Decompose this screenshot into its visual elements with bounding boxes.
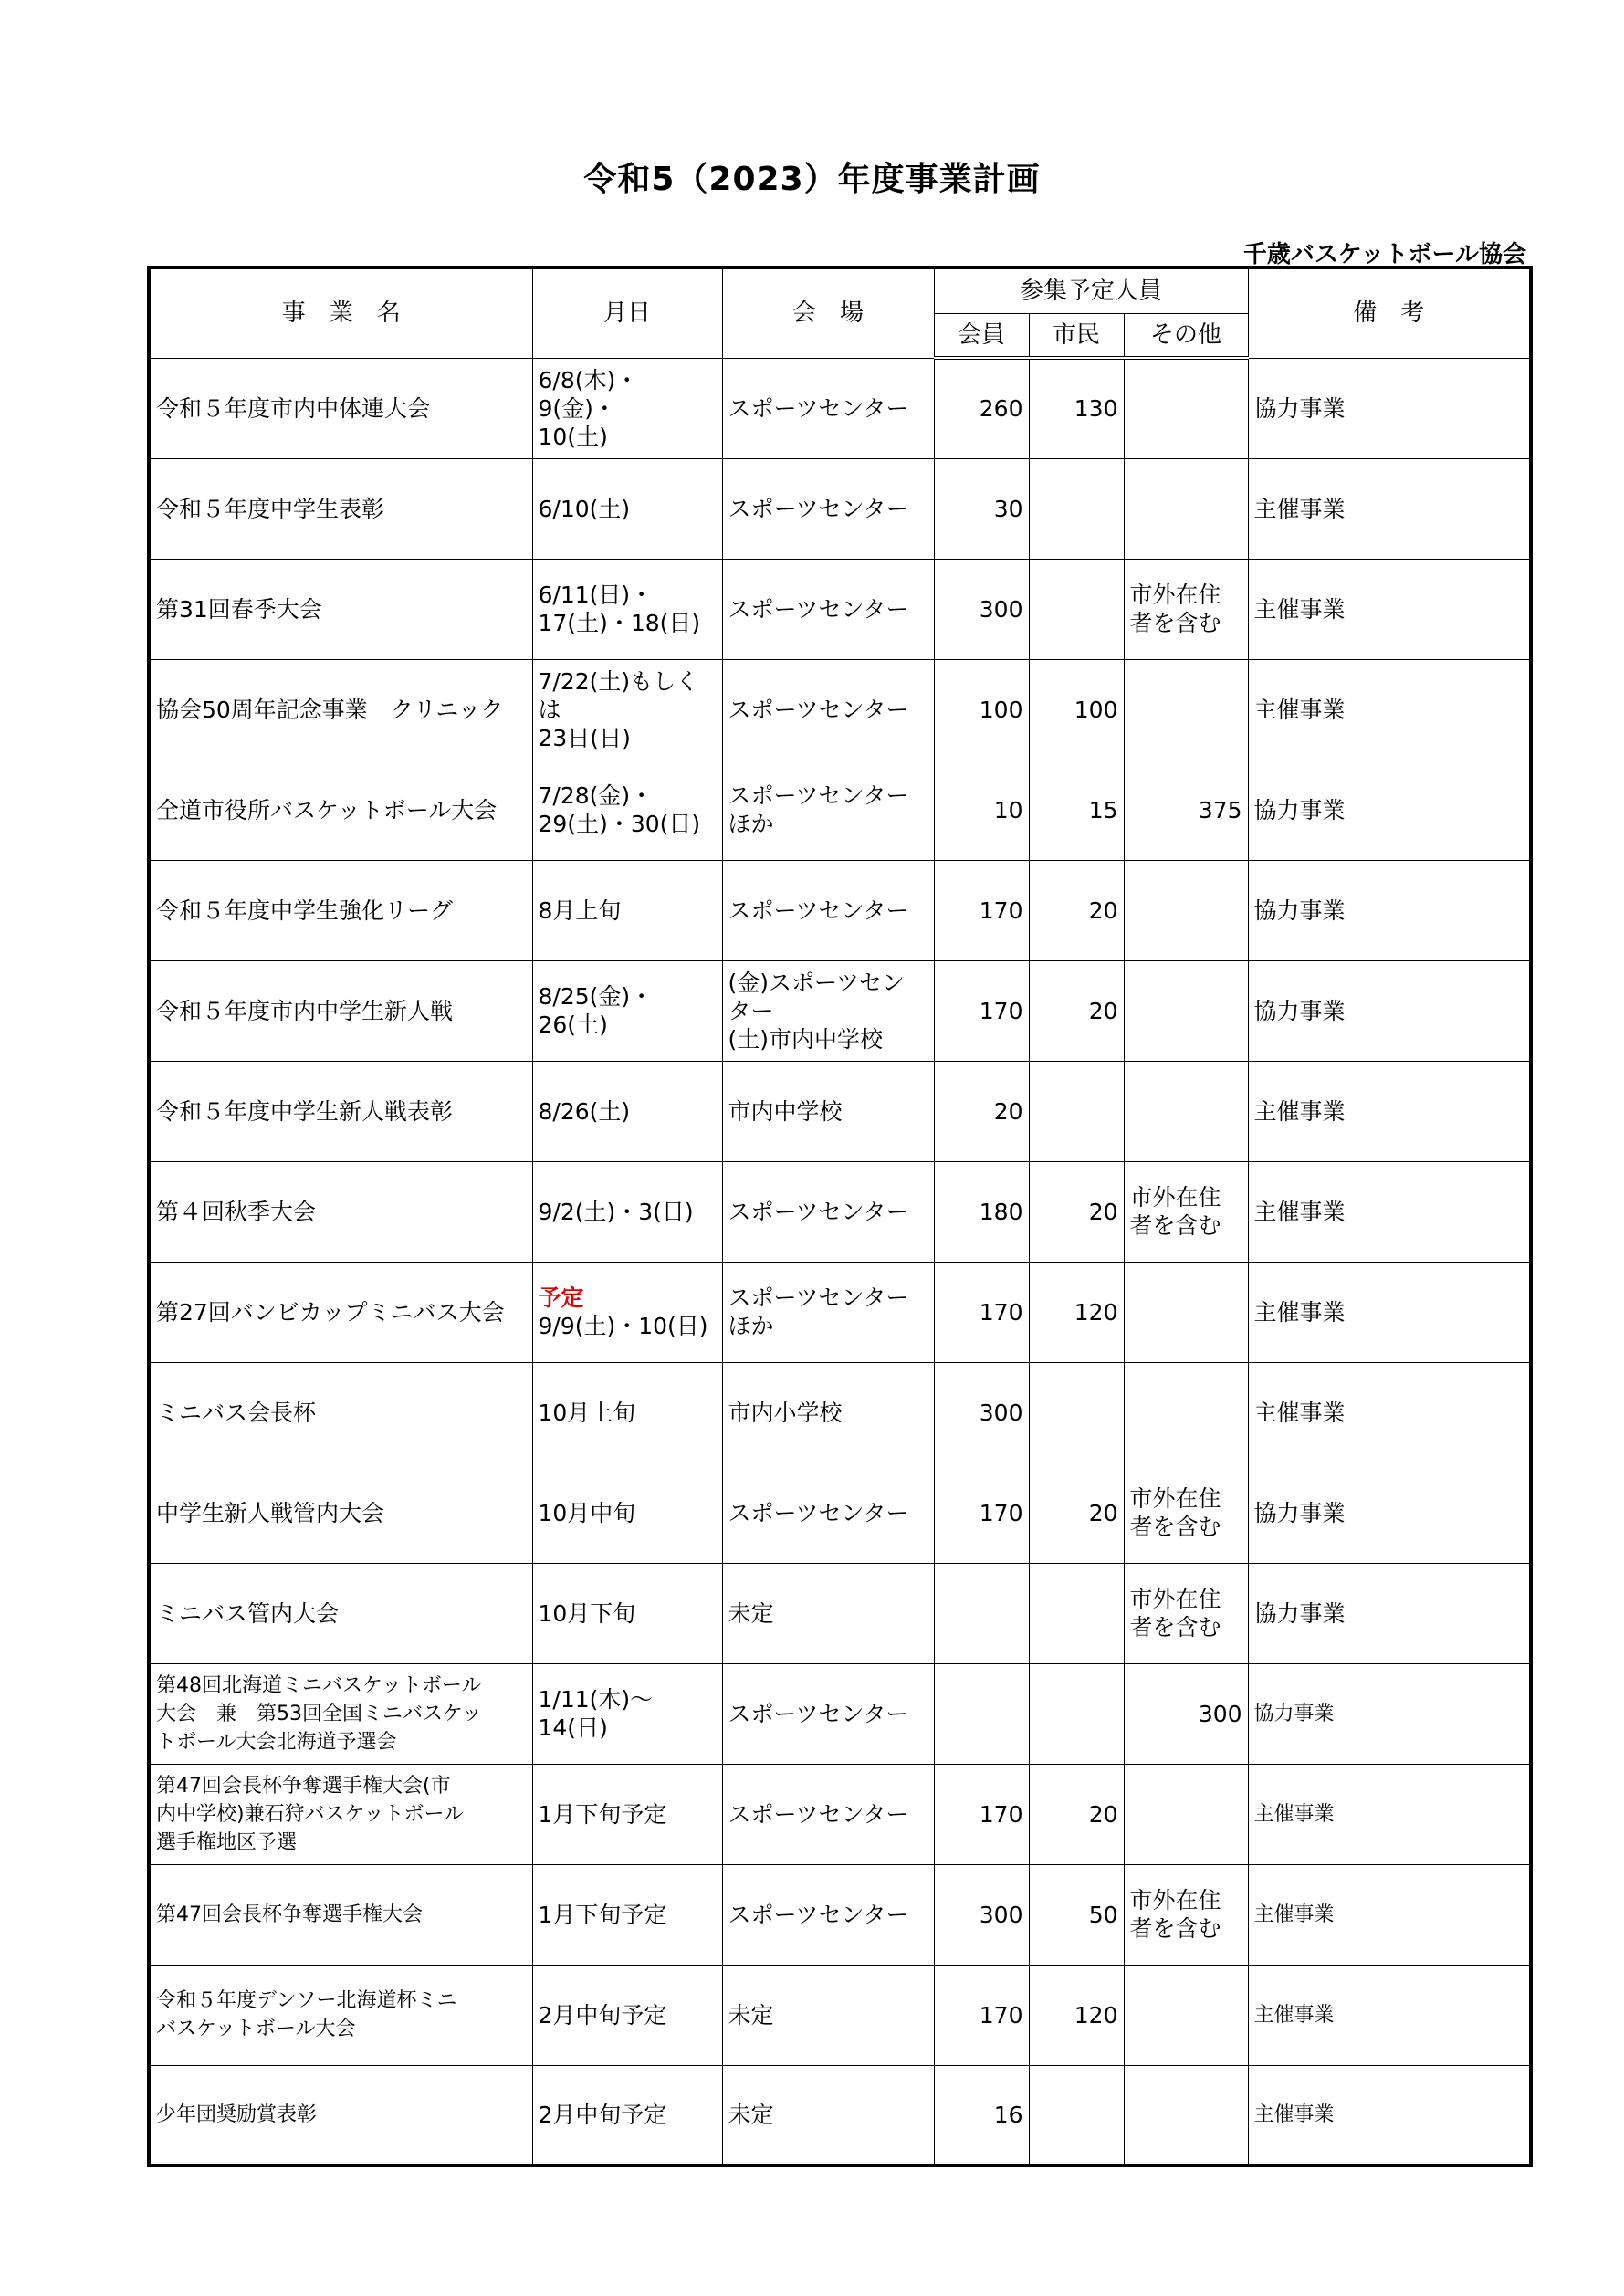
date-text: 9/9(土)・10(日) bbox=[538, 1313, 708, 1339]
table-row bbox=[149, 760, 1531, 860]
event-name-cell: 第４回秋季大会 bbox=[149, 1161, 532, 1262]
notes-cell: 協力事業 bbox=[1248, 358, 1531, 458]
notes-cell: 主催事業 bbox=[1248, 659, 1531, 760]
notes-cell: 主催事業 bbox=[1248, 458, 1531, 559]
members-count-cell: 300 bbox=[934, 1362, 1029, 1463]
members-count-cell: 100 bbox=[934, 659, 1029, 760]
notes-cell: 主催事業 bbox=[1248, 1262, 1531, 1362]
table-row bbox=[149, 559, 1531, 659]
notes-cell: 主催事業 bbox=[1248, 559, 1531, 659]
venue-cell: (金)スポーツセン ター (土)市内中学校 bbox=[722, 960, 934, 1061]
notes-cell: 協力事業 bbox=[1248, 1563, 1531, 1663]
notes-cell: 協力事業 bbox=[1248, 1463, 1531, 1563]
members-count-cell: 300 bbox=[934, 1864, 1029, 1965]
event-name-cell: 中学生新人戦管内大会 bbox=[149, 1463, 532, 1563]
notes-cell: 協力事業 bbox=[1248, 760, 1531, 860]
venue-cell: スポーツセンター bbox=[722, 1161, 934, 1262]
notes-cell: 主催事業 bbox=[1248, 1764, 1531, 1864]
notes-cell: 主催事業 bbox=[1248, 1061, 1531, 1161]
venue-cell: スポーツセンター bbox=[722, 860, 934, 960]
table-row bbox=[149, 1563, 1531, 1663]
venue-cell: スポーツセンター bbox=[722, 358, 934, 458]
members-count-cell: 260 bbox=[934, 358, 1029, 458]
table-body bbox=[149, 358, 1531, 2165]
notes-cell: 主催事業 bbox=[1248, 1161, 1531, 1262]
table-header-row bbox=[149, 267, 1531, 314]
citizens-count-cell bbox=[1029, 2065, 1124, 2165]
members-count-cell: 16 bbox=[934, 2065, 1029, 2165]
header-venue: 会 場 bbox=[722, 267, 934, 358]
table-row bbox=[149, 1864, 1531, 1965]
table-row bbox=[149, 1463, 1531, 1563]
date-cell: 2月中旬予定 bbox=[532, 2065, 722, 2165]
others-cell: 市外在住 者を含む bbox=[1124, 559, 1248, 659]
members-count-cell: 170 bbox=[934, 1262, 1029, 1362]
citizens-count-cell: 130 bbox=[1029, 358, 1124, 458]
date-cell: 8/25(金)・26(土) bbox=[532, 960, 722, 1061]
others-cell bbox=[1124, 358, 1248, 458]
notes-cell: 協力事業 bbox=[1248, 1663, 1531, 1764]
event-name-cell: 第48回北海道ミニバスケットボール 大会 兼 第53回全国ミニバスケッ トボール大会北海道予選会 bbox=[149, 1663, 532, 1764]
notes-cell: 主催事業 bbox=[1248, 1362, 1531, 1463]
citizens-count-cell bbox=[1029, 1362, 1124, 1463]
citizens-count-cell bbox=[1029, 1663, 1124, 1764]
table-row bbox=[149, 358, 1531, 458]
table-row bbox=[149, 1161, 1531, 1262]
event-name-cell: 令和５年度市内中学生新人戦 bbox=[149, 960, 532, 1061]
date-cell: 8月上旬 bbox=[532, 860, 722, 960]
others-cell bbox=[1124, 960, 1248, 1061]
header-others: その他 bbox=[1124, 314, 1248, 359]
date-cell: 7/28(金)・ 29(土)・30(日) bbox=[532, 760, 722, 860]
date-cell: 6/10(土) bbox=[532, 458, 722, 559]
venue-cell: 未定 bbox=[722, 1965, 934, 2065]
date-cell: 2月中旬予定 bbox=[532, 1965, 722, 2065]
date-cell: 6/8(木)・9(金)・ 10(土) bbox=[532, 358, 722, 458]
event-plan-table bbox=[147, 266, 1533, 2167]
event-name-cell: 協会50周年記念事業 クリニック bbox=[149, 659, 532, 760]
date-cell bbox=[532, 1262, 722, 1362]
event-name-cell: 第27回バンビカップミニバス大会 bbox=[149, 1262, 532, 1362]
others-cell bbox=[1124, 1061, 1248, 1161]
others-cell: 市外在住 者を含む bbox=[1124, 1563, 1248, 1663]
date-cell: 10月中旬 bbox=[532, 1463, 722, 1563]
members-count-cell: 180 bbox=[934, 1161, 1029, 1262]
others-cell bbox=[1124, 1764, 1248, 1864]
others-cell: 市外在住 者を含む bbox=[1124, 1161, 1248, 1262]
citizens-count-cell: 50 bbox=[1029, 1864, 1124, 1965]
date-cell: 10月下旬 bbox=[532, 1563, 722, 1663]
others-cell: 375 bbox=[1124, 760, 1248, 860]
citizens-count-cell: 20 bbox=[1029, 1764, 1124, 1864]
others-cell bbox=[1124, 2065, 1248, 2165]
members-count-cell: 170 bbox=[934, 1965, 1029, 2065]
organization-name: 千歳バスケットボール協会 bbox=[1242, 241, 1526, 268]
citizens-count-cell bbox=[1029, 1061, 1124, 1161]
citizens-count-cell: 15 bbox=[1029, 760, 1124, 860]
header-date: 月日 bbox=[532, 267, 722, 358]
others-cell: 300 bbox=[1124, 1663, 1248, 1764]
event-name-cell: 令和５年度中学生新人戦表彰 bbox=[149, 1061, 532, 1161]
venue-cell: スポーツセンター bbox=[722, 1864, 934, 1965]
members-count-cell: 30 bbox=[934, 458, 1029, 559]
table-row bbox=[149, 659, 1531, 760]
others-cell bbox=[1124, 458, 1248, 559]
venue-cell: スポーツセンター ほか bbox=[722, 1262, 934, 1362]
event-name-cell: 令和５年度中学生表彰 bbox=[149, 458, 532, 559]
members-count-cell: 10 bbox=[934, 760, 1029, 860]
venue-cell: 未定 bbox=[722, 1563, 934, 1663]
venue-cell: スポーツセンター bbox=[722, 659, 934, 760]
date-cell: 1/11(木)～ 14(日) bbox=[532, 1663, 722, 1764]
event-name-cell: 令和５年度中学生強化リーグ bbox=[149, 860, 532, 960]
citizens-count-cell: 20 bbox=[1029, 860, 1124, 960]
header-participants: 参集予定人員 bbox=[934, 267, 1248, 314]
citizens-count-cell: 20 bbox=[1029, 1463, 1124, 1563]
others-cell bbox=[1124, 1965, 1248, 2065]
event-name-cell: 令和５年度デンソー北海道杯ミニ バスケットボール大会 bbox=[149, 1965, 532, 2065]
venue-cell: 市内中学校 bbox=[722, 1061, 934, 1161]
members-count-cell: 170 bbox=[934, 1764, 1029, 1864]
table-row bbox=[149, 1362, 1531, 1463]
members-count-cell: 300 bbox=[934, 559, 1029, 659]
members-count-cell: 170 bbox=[934, 860, 1029, 960]
date-cell: 9/2(土)・3(日) bbox=[532, 1161, 722, 1262]
date-cell: 7/22(土)もしくは 23日(日) bbox=[532, 659, 722, 760]
citizens-count-cell: 100 bbox=[1029, 659, 1124, 760]
date-cell: 1月下旬予定 bbox=[532, 1864, 722, 1965]
notes-cell: 協力事業 bbox=[1248, 960, 1531, 1061]
citizens-count-cell bbox=[1029, 458, 1124, 559]
members-count-cell: 170 bbox=[934, 1463, 1029, 1563]
table-row bbox=[149, 1965, 1531, 2065]
venue-cell: スポーツセンター bbox=[722, 458, 934, 559]
table-row bbox=[149, 860, 1531, 960]
citizens-count-cell bbox=[1029, 1563, 1124, 1663]
notes-cell: 主催事業 bbox=[1248, 1965, 1531, 2065]
table-row bbox=[149, 458, 1531, 559]
date-cell: 10月上旬 bbox=[532, 1362, 722, 1463]
table-row bbox=[149, 1764, 1531, 1864]
event-name-cell: 第47回会長杯争奪選手権大会(市 内中学校)兼石狩バスケットボール 選手権地区予選 bbox=[149, 1764, 532, 1864]
venue-cell: スポーツセンター bbox=[722, 559, 934, 659]
table-row bbox=[149, 1663, 1531, 1764]
header-citizens: 市民 bbox=[1029, 314, 1124, 359]
event-name-cell: 第31回春季大会 bbox=[149, 559, 532, 659]
venue-cell: スポーツセンター bbox=[722, 1764, 934, 1864]
table-row bbox=[149, 1262, 1531, 1362]
event-name-cell: 第47回会長杯争奪選手権大会 bbox=[149, 1864, 532, 1965]
document-title: 令和5（2023）年度事業計画 bbox=[583, 161, 1041, 198]
event-name-cell: 令和５年度市内中体連大会 bbox=[149, 358, 532, 458]
citizens-count-cell: 120 bbox=[1029, 1965, 1124, 2065]
table-row bbox=[149, 1061, 1531, 1161]
others-cell: 市外在住 者を含む bbox=[1124, 1864, 1248, 1965]
venue-cell: 市内小学校 bbox=[722, 1362, 934, 1463]
header-event-name: 事 業 名 bbox=[149, 267, 532, 358]
notes-cell: 主催事業 bbox=[1248, 2065, 1531, 2165]
table-row bbox=[149, 960, 1531, 1061]
members-count-cell: 20 bbox=[934, 1061, 1029, 1161]
header-members: 会員 bbox=[934, 314, 1029, 359]
event-name-cell: 少年団奨励賞表彰 bbox=[149, 2065, 532, 2165]
date-tentative-label: 予定 bbox=[538, 1284, 584, 1311]
citizens-count-cell: 20 bbox=[1029, 960, 1124, 1061]
venue-cell: スポーツセンター bbox=[722, 1663, 934, 1764]
others-cell bbox=[1124, 659, 1248, 760]
others-cell bbox=[1124, 1362, 1248, 1463]
date-cell: 1月下旬予定 bbox=[532, 1764, 722, 1864]
members-count-cell bbox=[934, 1563, 1029, 1663]
event-name-cell: ミニバス管内大会 bbox=[149, 1563, 532, 1663]
notes-cell: 主催事業 bbox=[1248, 1864, 1531, 1965]
citizens-count-cell: 120 bbox=[1029, 1262, 1124, 1362]
event-name-cell: 全道市役所バスケットボール大会 bbox=[149, 760, 532, 860]
event-name-cell: ミニバス会長杯 bbox=[149, 1362, 532, 1463]
date-cell: 6/11(日)・ 17(土)・18(日) bbox=[532, 559, 722, 659]
others-cell: 市外在住 者を含む bbox=[1124, 1463, 1248, 1563]
date-cell: 8/26(土) bbox=[532, 1061, 722, 1161]
members-count-cell bbox=[934, 1663, 1029, 1764]
notes-cell: 協力事業 bbox=[1248, 860, 1531, 960]
members-count-cell: 170 bbox=[934, 960, 1029, 1061]
header-notes: 備 考 bbox=[1248, 267, 1531, 358]
others-cell bbox=[1124, 860, 1248, 960]
venue-cell: 未定 bbox=[722, 2065, 934, 2165]
table-row bbox=[149, 2065, 1531, 2165]
venue-cell: スポーツセンター ほか bbox=[722, 760, 934, 860]
others-cell bbox=[1124, 1262, 1248, 1362]
citizens-count-cell bbox=[1029, 559, 1124, 659]
citizens-count-cell: 20 bbox=[1029, 1161, 1124, 1262]
venue-cell: スポーツセンター bbox=[722, 1463, 934, 1563]
